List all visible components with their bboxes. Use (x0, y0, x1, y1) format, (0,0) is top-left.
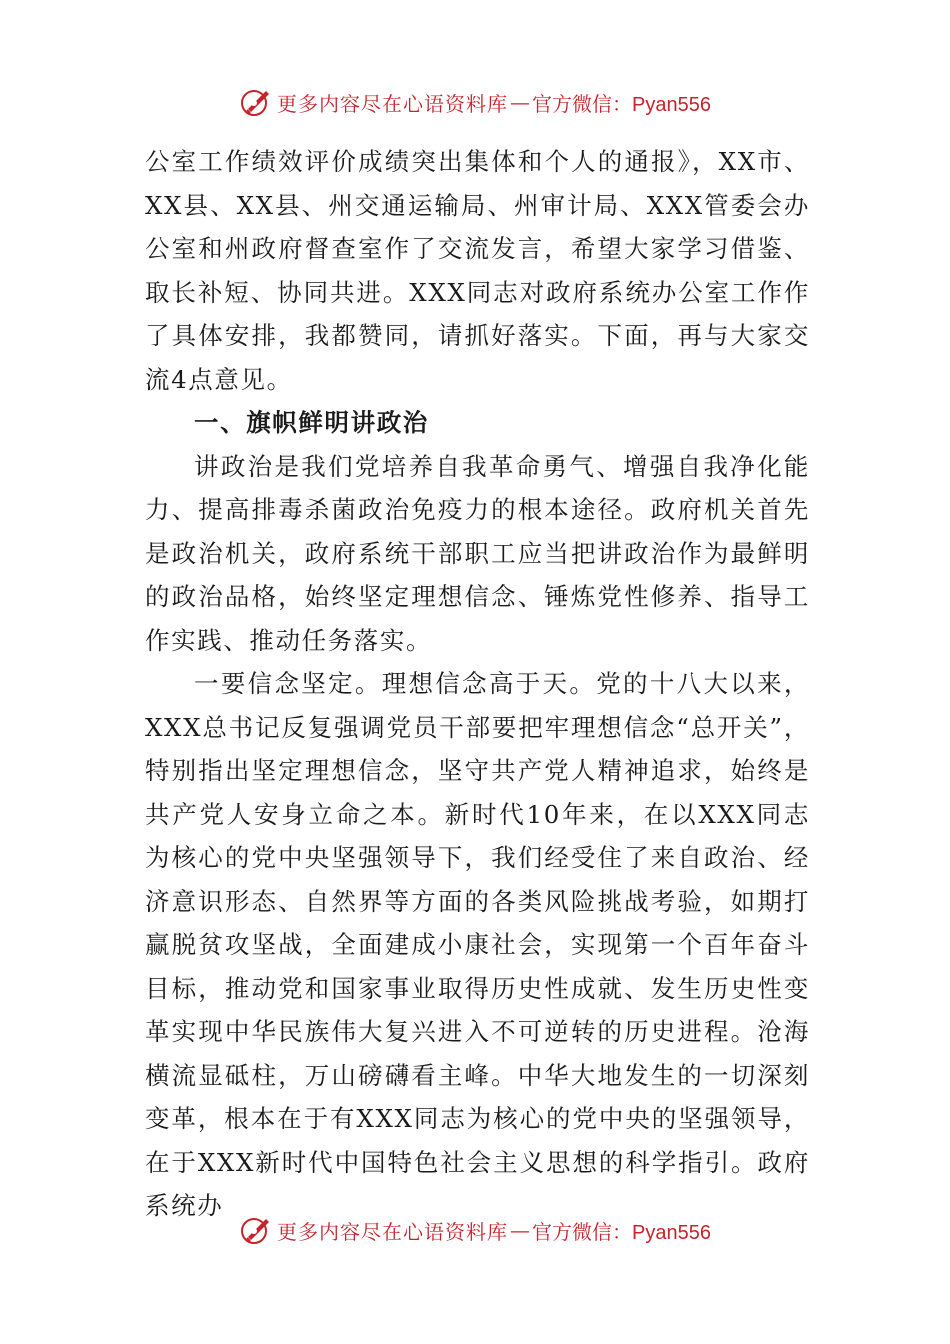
banner-label: 更多内容尽在心语资料库 (277, 1219, 509, 1244)
banner-label: 更多内容尽在心语资料库 (277, 91, 509, 116)
banner-separator: — (510, 90, 531, 114)
quill-pen-seal-icon (239, 1213, 273, 1247)
section-heading: 一、旗帜鲜明讲政治 (194, 408, 429, 437)
banner-account: 官方微信：Pyan556 (532, 93, 711, 116)
paragraph: 一要信念坚定。理想信念高于天。党的十八大以来，XXX总书记反复强调党员干部要把牢理想信念“总开关”，特别指出坚定理想信念，坚守共产党人精神追求，始终是共产党人安身立命之本。新时代10年来，在以XXX同志为核心的党中央坚强领导下，我们经受住了来自政治、经济意识形态、自然界等方面的各类风险挑战考验，如期打赢脱贫攻坚战，全面建成小康社会，实现第一个百年奋斗目标，推动党和国家事业取得历史性成就、发生历史性变革实现中华民族伟大复兴进入不可逆转的历史进程。沧海横流显砥柱，万山磅礴看主峰。中华大地发生的一切深刻变革，根本在于有XXX同志为核心的党中央的坚强领导，在于XXX新时代中国特色社会主义思想的科学指引。政府系统办 (145, 669, 810, 1220)
document-body (145, 140, 810, 1228)
header-watermark-banner (0, 82, 950, 122)
quill-pen-seal-icon (239, 85, 273, 119)
footer-watermark-banner (0, 1210, 950, 1250)
banner-account: 官方微信：Pyan556 (532, 1221, 711, 1244)
banner-separator: — (510, 1218, 531, 1242)
paragraph: 讲政治是我们党培养自我革命勇气、增强自我净化能力、提高排毒杀菌政治免疫力的根本途径。政府机关首先是政治机关，政府系统干部职工应当把讲政治作为最鲜明的政治品格，始终坚定理想信念、锤炼党性修养、指导工作实践、推动任务落实。 (145, 451, 810, 655)
paragraph-continued: 公室工作绩效评价成绩突出集体和个人的通报》，XX市、XX县、XX县、州交通运输局、州审计局、XXX管委会办公室和州政府督查室作了交流发言，希望大家学习借鉴、取长补短、协同共进。XXX同志对政府系统办公室工作作了具体安排，我都赞同，请抓好落实。下面，再与大家交流4点意见。 (145, 147, 810, 394)
